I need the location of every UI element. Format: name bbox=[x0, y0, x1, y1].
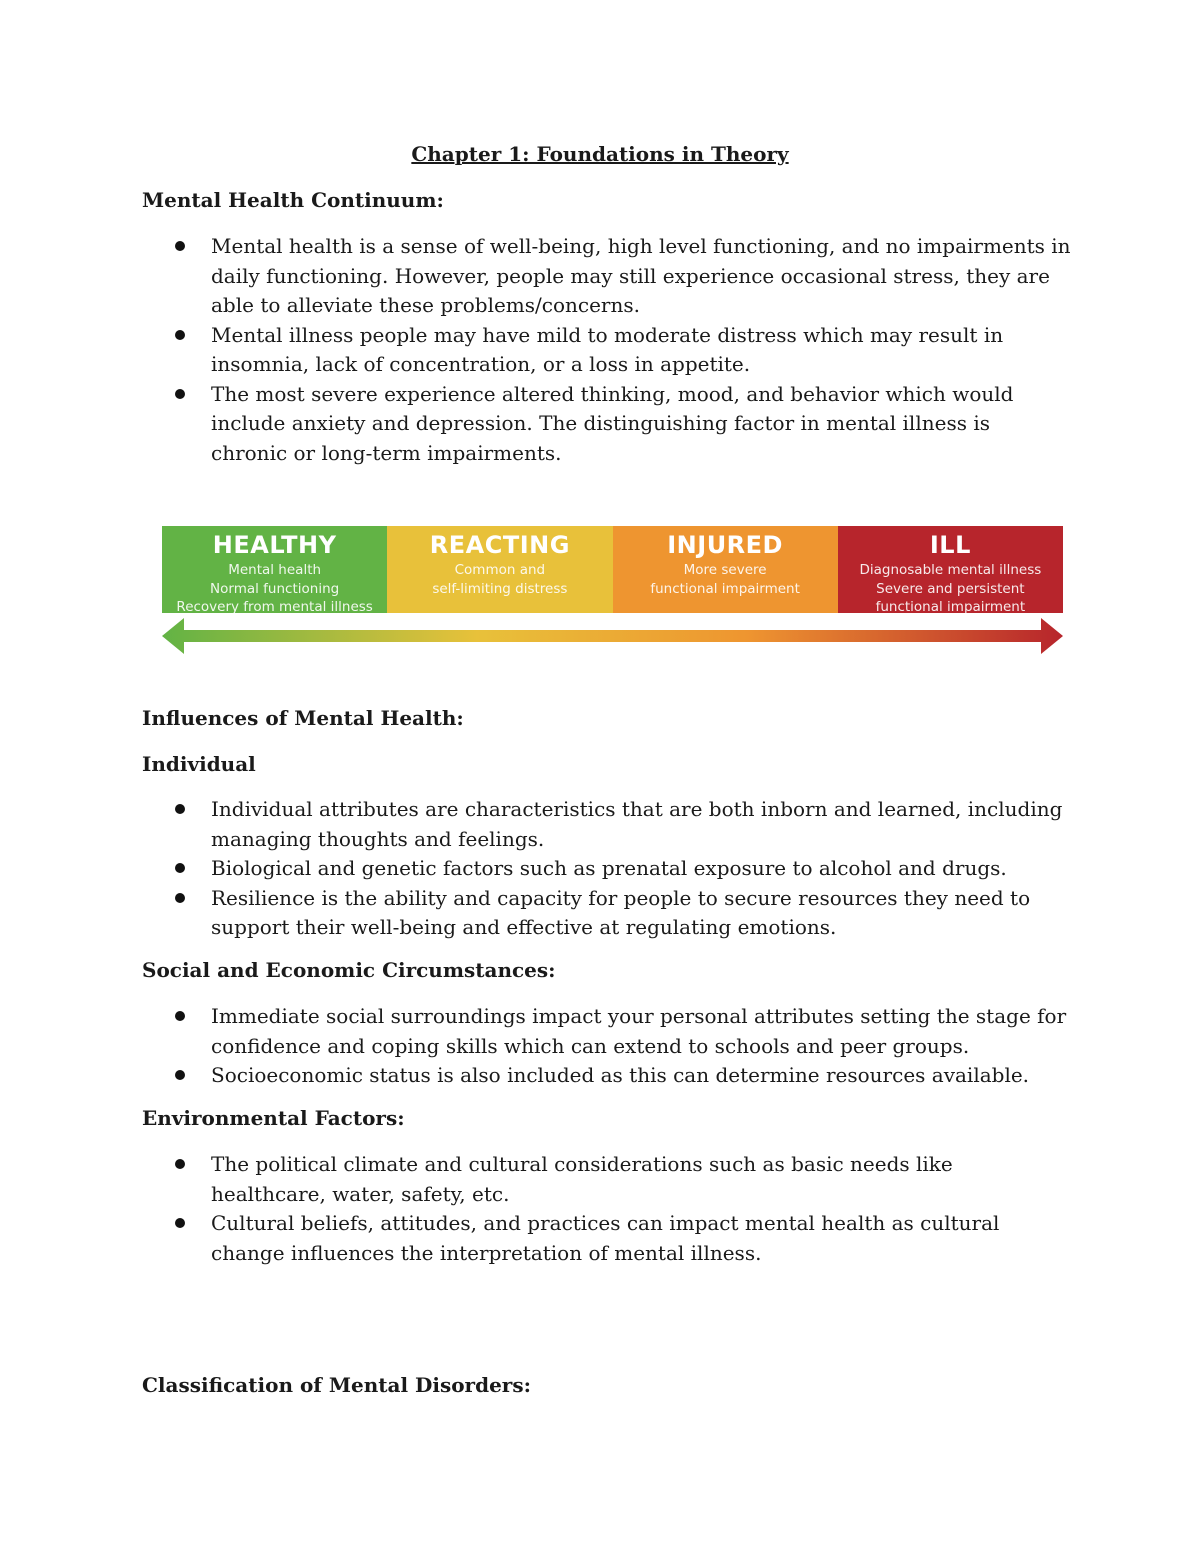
mental-health-continuum-graphic bbox=[162, 526, 1063, 658]
list-item: Cultural beliefs, attitudes, and practices can impact mental health as cultural change influences the interpretation of mental illness. bbox=[0, 1209, 1071, 1268]
page-title: Chapter 1: Foundations in Theory bbox=[411, 142, 789, 166]
list-item: Resilience is the ability and capacity for people to secure resources they need to support their well-being and effective at regulating emotions. bbox=[0, 884, 1071, 943]
band-line: Mental health bbox=[228, 562, 322, 578]
band-ill bbox=[838, 526, 1063, 613]
band-healthy bbox=[162, 526, 387, 613]
band-injured bbox=[613, 526, 838, 613]
double-arrow-icon bbox=[162, 614, 1063, 658]
band-line: Normal functioning bbox=[210, 580, 340, 597]
band-description bbox=[613, 561, 838, 598]
band-line: More severe bbox=[683, 562, 767, 578]
heading-mental-health-continuum: Mental Health Continuum: bbox=[142, 188, 444, 212]
band-description bbox=[162, 561, 387, 617]
heading-individual: Individual bbox=[142, 752, 256, 776]
list-item: The most severe experience altered thinking, mood, and behavior which would include anxiety and depression. The distinguishing factor in mental illness is chronic or long-term impairments. bbox=[0, 380, 1071, 469]
environmental-bullet-list bbox=[0, 1150, 1200, 1268]
band-line: Recovery from mental illness bbox=[176, 599, 373, 615]
list-item: Individual attributes are characteristics that are both inborn and learned, including managing thoughts and feelings. bbox=[0, 795, 1071, 854]
band-line: Common and bbox=[454, 562, 546, 578]
band-line: self-limiting distress bbox=[432, 580, 568, 597]
heading-social-economic: Social and Economic Circumstances: bbox=[142, 958, 556, 982]
band-line: functional impairment bbox=[875, 599, 1026, 615]
band-line: Diagnosable mental illness bbox=[859, 562, 1042, 578]
band-label: REACTING bbox=[429, 531, 570, 559]
band-line: functional impairment bbox=[650, 580, 800, 597]
heading-influences: Influences of Mental Health: bbox=[142, 706, 464, 730]
social-bullet-list bbox=[0, 1002, 1200, 1091]
band-description bbox=[387, 561, 612, 598]
list-item: The political climate and cultural considerations such as basic needs like healthcare, water, safety, etc. bbox=[0, 1150, 1071, 1209]
continuum-bullet-list bbox=[0, 232, 1200, 468]
individual-bullet-list bbox=[0, 795, 1200, 943]
list-item: Biological and genetic factors such as prenatal exposure to alcohol and drugs. bbox=[0, 854, 1071, 884]
band-line: Severe and persistent bbox=[876, 580, 1025, 597]
heading-classification: Classification of Mental Disorders: bbox=[142, 1373, 531, 1397]
band-label: ILL bbox=[929, 531, 971, 559]
band-label: HEALTHY bbox=[212, 531, 337, 559]
list-item: Mental illness people may have mild to moderate distress which may result in insomnia, lack of concentration, or a loss in appetite. bbox=[0, 321, 1071, 380]
list-item: Immediate social surroundings impact your personal attributes setting the stage for confidence and coping skills which can extend to schools and peer groups. bbox=[0, 1002, 1071, 1061]
list-item: Socioeconomic status is also included as this can determine resources available. bbox=[0, 1061, 1071, 1091]
band-label: INJURED bbox=[667, 531, 783, 559]
list-item: Mental health is a sense of well-being, high level functioning, and no impairments in daily functioning. However, people may still experience occasional stress, they are able to alleviate these problems/concerns. bbox=[0, 232, 1071, 321]
band-reacting bbox=[387, 526, 612, 613]
heading-environmental: Environmental Factors: bbox=[142, 1106, 405, 1130]
band-description bbox=[838, 561, 1063, 617]
continuum-bands bbox=[162, 526, 1063, 613]
